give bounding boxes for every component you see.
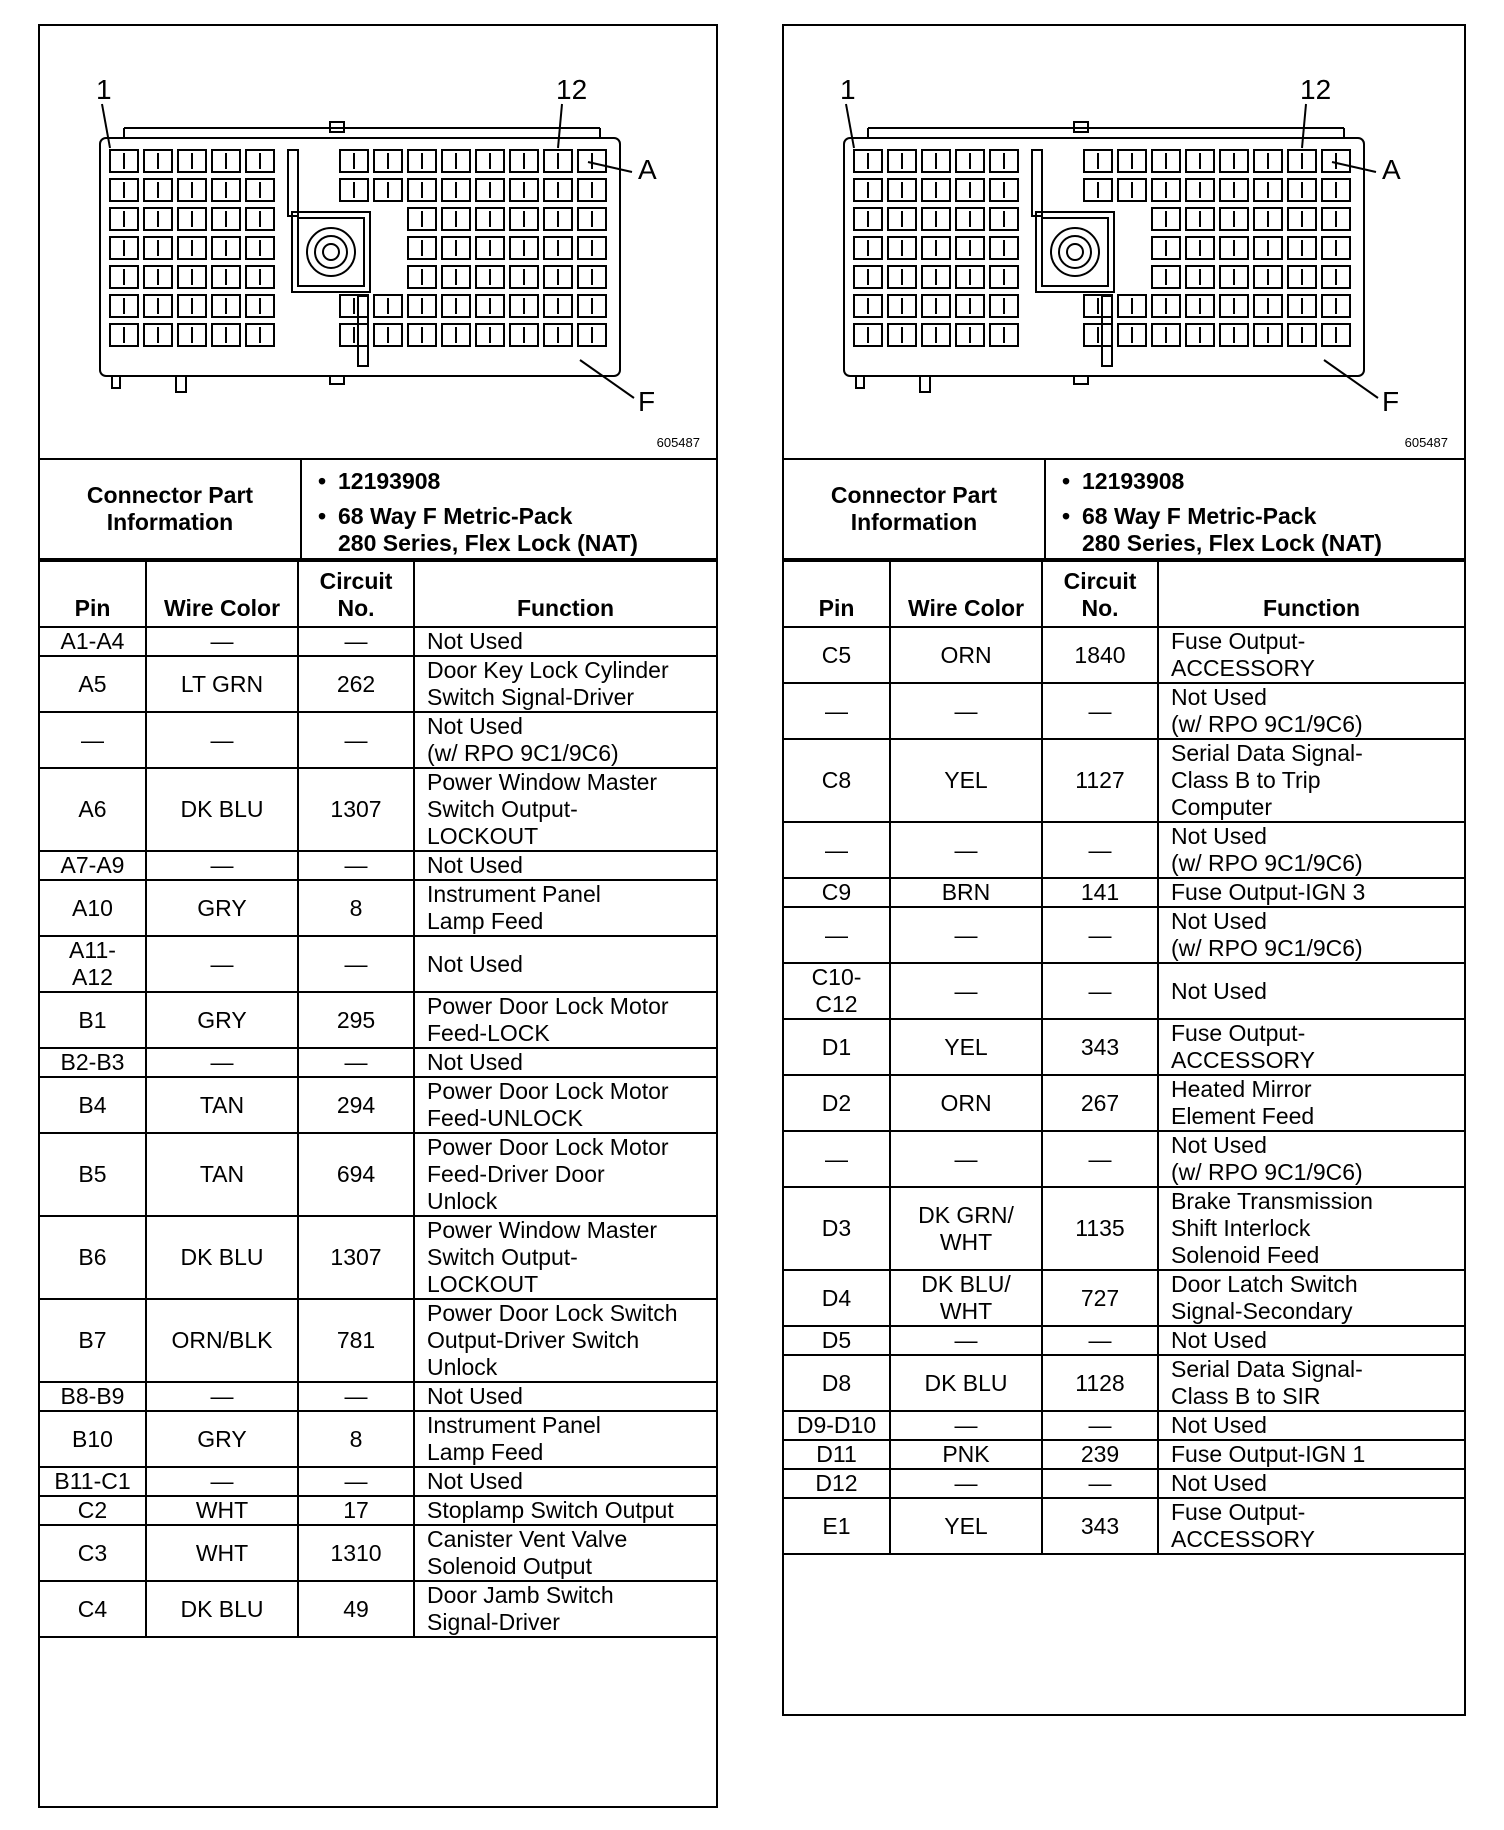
pin-cell: B10 [40,1411,146,1467]
pin-cell: B1 [40,992,146,1048]
pin-cell: B4 [40,1077,146,1133]
table-row [784,907,1464,963]
wire-color-cell: WHT [146,1525,298,1581]
pin-cell: — [40,712,146,768]
wire-color-cell: DK GRN/ WHT [890,1187,1042,1270]
circuit-cell: 1307 [298,768,414,851]
wire-color-cell: BRN [890,878,1042,907]
wire-color-cell: YEL [890,1498,1042,1554]
function-cell: Power Window Master Switch Output- LOCKOUT [414,1216,716,1299]
wire-color-cell: YEL [890,739,1042,822]
circuit-cell: 141 [1042,878,1158,907]
function-cell: Door Latch Switch Signal-Secondary [1158,1270,1464,1326]
wire-color-cell: ORN/BLK [146,1299,298,1382]
connector-part-info-label: Connector Part Information [40,460,302,558]
column-header-function: Function [1158,561,1464,627]
connector-part-info-list [316,468,708,565]
function-cell: Fuse Output- ACCESSORY [1158,1019,1464,1075]
table-row [784,963,1464,1019]
column-header-pin: Pin [40,561,146,627]
wire-color-cell: — [890,822,1042,878]
callout-pin-1: 1 [96,74,112,105]
pin-cell: D12 [784,1469,890,1498]
table-row [40,851,716,880]
circuit-cell: — [1042,907,1158,963]
connector-description: • 68 Way F Metric-Pack 280 Series, Flex Lock (NAT) [1060,503,1456,557]
table-row [784,683,1464,739]
wire-color-cell: GRY [146,992,298,1048]
wire-color-cell: TAN [146,1133,298,1216]
circuit-cell: — [298,712,414,768]
circuit-cell: 17 [298,1496,414,1525]
function-cell: Not Used [414,1048,716,1077]
wire-color-cell: DK BLU [146,1216,298,1299]
column-header-circuit-no: Circuit No. [1042,561,1158,627]
wire-color-cell: — [146,627,298,656]
pin-cell: B7 [40,1299,146,1382]
circuit-cell: — [298,1382,414,1411]
wire-color-cell: — [890,907,1042,963]
circuit-cell: 343 [1042,1019,1158,1075]
table-row [784,627,1464,683]
circuit-cell: 1310 [298,1525,414,1581]
table-row [784,1326,1464,1355]
callout-row-a: A [638,154,657,185]
circuit-cell: 262 [298,656,414,712]
table-row [784,1131,1464,1187]
table-row [784,1411,1464,1440]
table-row [40,656,716,712]
function-cell: Not Used [414,1467,716,1496]
pin-cell: A10 [40,880,146,936]
wire-color-cell: — [890,1131,1042,1187]
connector-part-info-label: Connector Part Information [784,460,1046,558]
connector-panel-right [782,24,1466,1716]
circuit-cell: 267 [1042,1075,1158,1131]
function-cell: Door Key Lock Cylinder Switch Signal-Driver [414,656,716,712]
table-row [40,712,716,768]
circuit-cell: 1127 [1042,739,1158,822]
function-cell: Power Window Master Switch Output- LOCKOUT [414,768,716,851]
function-cell: Instrument Panel Lamp Feed [414,1411,716,1467]
table-row [40,1525,716,1581]
wire-color-cell: — [146,1467,298,1496]
pin-cell: D5 [784,1326,890,1355]
pin-cell: C10- C12 [784,963,890,1019]
column-header-function: Function [414,561,716,627]
circuit-cell: 1135 [1042,1187,1158,1270]
table-row [40,1496,716,1525]
pin-cell: D11 [784,1440,890,1469]
table-row [40,1077,716,1133]
function-cell: Not Used (w/ RPO 9C1/9C6) [1158,683,1464,739]
table-header-row [784,561,1464,627]
table-row [784,1498,1464,1554]
pin-cell: D2 [784,1075,890,1131]
connector-diagram [40,26,716,460]
pin-cell: A11- A12 [40,936,146,992]
circuit-cell: 8 [298,1411,414,1467]
connector-face-drawing [40,26,716,458]
callout-pin-12: 12 [1300,74,1332,105]
pin-cell: D9-D10 [784,1411,890,1440]
wire-color-cell: DK BLU [146,768,298,851]
table-row [784,1075,1464,1131]
pin-cell: A6 [40,768,146,851]
table-row [40,1382,716,1411]
pin-cell: B11-C1 [40,1467,146,1496]
circuit-cell: 239 [1042,1440,1158,1469]
table-row [784,822,1464,878]
circuit-cell: 694 [298,1133,414,1216]
circuit-cell: — [1042,1131,1158,1187]
function-cell: Fuse Output- ACCESSORY [1158,627,1464,683]
table-row [40,1299,716,1382]
pin-cell: D1 [784,1019,890,1075]
circuit-cell: 727 [1042,1270,1158,1326]
function-cell: Power Door Lock Motor Feed-LOCK [414,992,716,1048]
wire-color-cell: — [146,1048,298,1077]
connector-part-info [784,460,1464,560]
wire-color-cell: — [890,1326,1042,1355]
wire-color-cell: GRY [146,1411,298,1467]
callout-pin-12: 12 [556,74,588,105]
circuit-cell: 8 [298,880,414,936]
wire-color-cell: — [890,683,1042,739]
function-cell: Not Used [1158,1469,1464,1498]
circuit-cell: 1128 [1042,1355,1158,1411]
table-row [784,1440,1464,1469]
wire-color-cell: ORN [890,627,1042,683]
function-cell: Serial Data Signal- Class B to SIR [1158,1355,1464,1411]
function-cell: Power Door Lock Motor Feed-Driver Door Unlock [414,1133,716,1216]
pin-cell: D4 [784,1270,890,1326]
table-row [40,1133,716,1216]
circuit-cell: — [1042,1469,1158,1498]
connector-part-info [40,460,716,560]
callout-row-f: F [1382,386,1400,417]
pin-cell: C4 [40,1581,146,1637]
function-cell: Fuse Output- ACCESSORY [1158,1498,1464,1554]
function-cell: Not Used (w/ RPO 9C1/9C6) [1158,822,1464,878]
table-row [40,880,716,936]
column-header-pin: Pin [784,561,890,627]
table-row [40,936,716,992]
table-row [40,1467,716,1496]
table-row [40,1581,716,1637]
circuit-cell: 1840 [1042,627,1158,683]
function-cell: Door Jamb Switch Signal-Driver [414,1581,716,1637]
wire-color-cell: DK BLU/ WHT [890,1270,1042,1326]
table-row [784,1019,1464,1075]
column-header-wire-color: Wire Color [890,561,1042,627]
part-number: • 12193908 [1060,468,1456,495]
pinout-table [784,560,1464,1555]
circuit-cell: — [298,627,414,656]
figure-id: 605487 [1404,435,1448,450]
function-cell: Not Used [1158,963,1464,1019]
wire-color-cell: DK BLU [890,1355,1042,1411]
pin-cell: C8 [784,739,890,822]
circuit-cell: — [298,851,414,880]
table-row [40,768,716,851]
connector-face-drawing [784,26,1464,458]
pin-cell: C9 [784,878,890,907]
circuit-cell: 49 [298,1581,414,1637]
pin-cell: — [784,822,890,878]
column-header-wire-color: Wire Color [146,561,298,627]
circuit-cell: — [298,1467,414,1496]
function-cell: Not Used (w/ RPO 9C1/9C6) [1158,1131,1464,1187]
table-row [784,1187,1464,1270]
pin-cell: — [784,683,890,739]
circuit-cell: 781 [298,1299,414,1382]
pin-cell: C2 [40,1496,146,1525]
function-cell: Canister Vent Valve Solenoid Output [414,1525,716,1581]
figure-id: 605487 [656,435,700,450]
circuit-cell: — [298,1048,414,1077]
wire-color-cell: — [890,1469,1042,1498]
pin-cell: — [784,1131,890,1187]
function-cell: Not Used [414,1382,716,1411]
table-row [40,1048,716,1077]
wire-color-cell: — [890,1411,1042,1440]
table-row [40,627,716,656]
wire-color-cell: PNK [890,1440,1042,1469]
wire-color-cell: — [146,712,298,768]
function-cell: Fuse Output-IGN 3 [1158,878,1464,907]
table-row [784,878,1464,907]
function-cell: Not Used [414,851,716,880]
wire-color-cell: YEL [890,1019,1042,1075]
table-row [784,1469,1464,1498]
wire-color-cell: — [146,1382,298,1411]
callout-row-f: F [638,386,656,417]
circuit-cell: 1307 [298,1216,414,1299]
wire-color-cell: LT GRN [146,656,298,712]
pin-cell: E1 [784,1498,890,1554]
pin-cell: C3 [40,1525,146,1581]
function-cell: Instrument Panel Lamp Feed [414,880,716,936]
table-header-row [40,561,716,627]
pin-cell: D8 [784,1355,890,1411]
wire-color-cell: TAN [146,1077,298,1133]
wire-color-cell: — [146,936,298,992]
wire-color-cell: — [890,963,1042,1019]
wire-color-cell: DK BLU [146,1581,298,1637]
function-cell: Not Used [1158,1411,1464,1440]
pin-cell: B6 [40,1216,146,1299]
table-row [40,992,716,1048]
part-number: • 12193908 [316,468,708,495]
table-row [784,1270,1464,1326]
circuit-cell: — [1042,963,1158,1019]
function-cell: Not Used [414,627,716,656]
column-header-circuit-no: Circuit No. [298,561,414,627]
circuit-cell: — [1042,1411,1158,1440]
callout-pin-1: 1 [840,74,856,105]
connector-part-info-list [1060,468,1456,565]
circuit-cell: — [298,936,414,992]
pin-cell: A1-A4 [40,627,146,656]
function-cell: Brake Transmission Shift Interlock Solenoid Feed [1158,1187,1464,1270]
function-cell: Not Used [414,936,716,992]
wire-color-cell: WHT [146,1496,298,1525]
function-cell: Power Door Lock Switch Output-Driver Switch Unlock [414,1299,716,1382]
wire-color-cell: — [146,851,298,880]
connector-diagram [784,26,1464,460]
pin-cell: B2-B3 [40,1048,146,1077]
pin-cell: A5 [40,656,146,712]
table-row [40,1411,716,1467]
function-cell: Power Door Lock Motor Feed-UNLOCK [414,1077,716,1133]
pin-cell: A7-A9 [40,851,146,880]
circuit-cell: — [1042,1326,1158,1355]
table-row [784,739,1464,822]
circuit-cell: 294 [298,1077,414,1133]
wire-color-cell: ORN [890,1075,1042,1131]
table-row [784,1355,1464,1411]
circuit-cell: — [1042,822,1158,878]
wire-color-cell: GRY [146,880,298,936]
callout-row-a: A [1382,154,1401,185]
circuit-cell: — [1042,683,1158,739]
function-cell: Not Used (w/ RPO 9C1/9C6) [1158,907,1464,963]
pin-cell: C5 [784,627,890,683]
function-cell: Heated Mirror Element Feed [1158,1075,1464,1131]
circuit-cell: 295 [298,992,414,1048]
function-cell: Stoplamp Switch Output [414,1496,716,1525]
circuit-cell: 343 [1042,1498,1158,1554]
function-cell: Not Used [1158,1326,1464,1355]
function-cell: Fuse Output-IGN 1 [1158,1440,1464,1469]
function-cell: Not Used (w/ RPO 9C1/9C6) [414,712,716,768]
connector-panel-left [38,24,718,1808]
function-cell: Serial Data Signal- Class B to Trip Computer [1158,739,1464,822]
pin-cell: — [784,907,890,963]
pin-cell: B8-B9 [40,1382,146,1411]
connector-description: • 68 Way F Metric-Pack 280 Series, Flex Lock (NAT) [316,503,708,557]
pin-cell: B5 [40,1133,146,1216]
table-row [40,1216,716,1299]
pin-cell: D3 [784,1187,890,1270]
pinout-table [40,560,716,1638]
